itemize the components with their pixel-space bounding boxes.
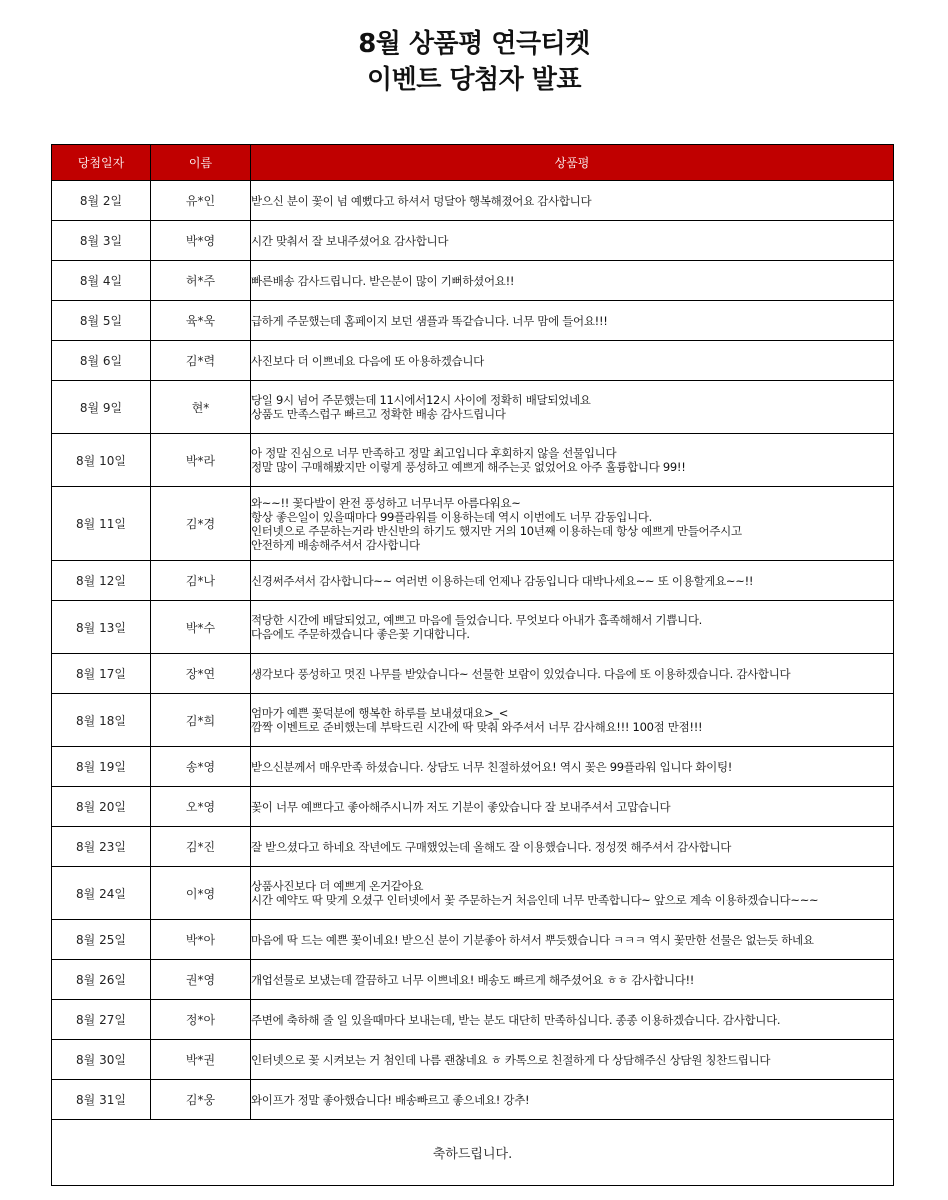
- winner-date: 8월 23일: [52, 827, 151, 867]
- review-line: 꽃이 너무 예쁘다고 좋아해주시니까 저도 기분이 좋았습니다 잘 보내주셔서 고맙습니다: [251, 799, 671, 814]
- review-line: 신경써주셔서 감사합니다~~ 여러번 이용하는데 언제나 감동입니다 대박나세요~~ 또 이용할게요~~!!: [251, 573, 754, 588]
- winner-name: 박*수: [151, 601, 251, 654]
- winner-name: 정*아: [151, 1000, 251, 1040]
- header-review: 상품평: [251, 145, 894, 181]
- winner-date: 8월 12일: [52, 561, 151, 601]
- winner-date: 8월 9일: [52, 381, 151, 434]
- winner-name: 권*영: [151, 960, 251, 1000]
- winner-name: 이*영: [151, 867, 251, 920]
- header-name: 이름: [151, 145, 251, 181]
- table-row: [52, 181, 894, 221]
- winner-review: [251, 1000, 894, 1040]
- review-line: 마음에 딱 드는 예쁜 꽃이네요! 받으신 분이 기분좋아 하셔서 뿌듯했습니다 ㅋㅋㅋ 역시 꽃만한 선물은 없는듯 하네요: [251, 932, 814, 947]
- review-line: 인터넷으로 주문하는거라 반신반의 하기도 했지만 거의 10년째 이용하는데 항상 예쁘게 만들어주시고: [251, 523, 742, 538]
- winners-table: [51, 144, 894, 1186]
- winner-date: 8월 31일: [52, 1080, 151, 1120]
- review-line: 생각보다 풍성하고 멋진 나무를 받았습니다~ 선물한 보람이 있었습니다. 다음에 또 이용하겠습니다. 감사합니다: [251, 666, 791, 681]
- winner-review: [251, 867, 894, 920]
- winner-date: 8월 24일: [52, 867, 151, 920]
- winner-review: [251, 1080, 894, 1120]
- table-row: [52, 747, 894, 787]
- winner-review: [251, 827, 894, 867]
- review-line: 빠른배송 감사드립니다. 받은분이 많이 기뻐하셨어요!!: [251, 273, 515, 288]
- review-line: 인터넷으로 꽃 시켜보는 거 첨인데 나름 괜찮네요 ㅎ 카톡으로 친절하게 다 상담해주신 상담원 칭찬드립니다: [251, 1052, 771, 1067]
- review-line: 받으신분께서 매우만족 하셨습니다. 상담도 너무 친절하셨어요! 역시 꽃은 99플라워 입니다 화이팅!: [251, 759, 733, 774]
- winner-name: 김*진: [151, 827, 251, 867]
- winner-date: 8월 17일: [52, 654, 151, 694]
- announcement-title: [0, 26, 948, 98]
- winner-name: 박*라: [151, 434, 251, 487]
- winner-date: 8월 26일: [52, 960, 151, 1000]
- table-row: [52, 381, 894, 434]
- review-line: 시간 맞춰서 잘 보내주셨어요 감사합니다: [251, 233, 449, 248]
- table-row: [52, 434, 894, 487]
- winner-date: 8월 25일: [52, 920, 151, 960]
- winner-date: 8월 10일: [52, 434, 151, 487]
- table-row: [52, 827, 894, 867]
- review-line: 주변에 축하해 줄 일 있을때마다 보내는데, 받는 분도 대단히 만족하십니다. 종종 이용하겠습니다. 감사합니다.: [251, 1012, 781, 1027]
- review-line: 다음에도 주문하겠습니다 좋은꽃 기대합니다.: [251, 627, 470, 641]
- winner-name: 박*영: [151, 221, 251, 261]
- footer-row: [52, 1120, 894, 1186]
- winner-date: 8월 19일: [52, 747, 151, 787]
- review-line: 당일 9시 넘어 주문했는데 11시에서12시 사이에 정확히 배달되었네요: [251, 393, 591, 407]
- winner-name: 허*주: [151, 261, 251, 301]
- table-row: [52, 787, 894, 827]
- winner-date: 8월 18일: [52, 694, 151, 747]
- table-row: [52, 301, 894, 341]
- winner-name: 김*경: [151, 487, 251, 561]
- winner-date: 8월 11일: [52, 487, 151, 561]
- table-row: [52, 694, 894, 747]
- winner-review: [251, 301, 894, 341]
- winner-review: [251, 381, 894, 434]
- review-line: 항상 좋은일이 있을때마다 99플라워를 이용하는데 역시 이번에도 너무 감동입니다.: [251, 509, 652, 524]
- winner-name: 박*아: [151, 920, 251, 960]
- winner-date: 8월 27일: [52, 1000, 151, 1040]
- winner-review: [251, 694, 894, 747]
- title-line-1: 8월 상품평 연극티켓: [358, 29, 590, 59]
- winner-review: [251, 747, 894, 787]
- winner-date: 8월 3일: [52, 221, 151, 261]
- review-line: 깜짝 이벤트로 준비했는데 부탁드린 시간에 딱 맞춰 와주셔서 너무 감사해요!!! 100점 만점!!!: [251, 720, 703, 734]
- review-line: 개업선물로 보냈는데 깔끔하고 너무 이쁘네요! 배송도 빠르게 해주셨어요 ㅎㅎ 감사합니다!!: [251, 972, 695, 987]
- winner-name: 현*: [151, 381, 251, 434]
- review-line: 안전하게 배송해주셔서 감사합니다: [251, 537, 420, 552]
- winner-review: [251, 601, 894, 654]
- congratulations-message: 축하드립니다.: [52, 1120, 894, 1186]
- table-row: [52, 654, 894, 694]
- winner-name: 박*권: [151, 1040, 251, 1080]
- winner-name: 김*나: [151, 561, 251, 601]
- winner-review: [251, 181, 894, 221]
- review-line: 시간 예약도 딱 맞게 오셨구 인터넷에서 꽃 주문하는거 처음인데 너무 만족합니다~ 앞으로 계속 이용하겠습니다~~~: [251, 893, 819, 907]
- winner-date: 8월 4일: [52, 261, 151, 301]
- table-row: [52, 221, 894, 261]
- header-date: 당첨일자: [52, 145, 151, 181]
- winner-date: 8월 20일: [52, 787, 151, 827]
- table-row: [52, 1000, 894, 1040]
- winner-name: 김*웅: [151, 1080, 251, 1120]
- table-row: [52, 960, 894, 1000]
- review-line: 사진보다 더 이쁘네요 다음에 또 아용하겠습니다: [251, 353, 484, 368]
- review-line: 받으신 분이 꽃이 넘 예뻤다고 하셔서 덩달아 행복해졌어요 감사합니다: [251, 193, 592, 208]
- title-line-2: 이벤트 당첨자 발표: [366, 65, 582, 95]
- winner-date: 8월 13일: [52, 601, 151, 654]
- winner-name: 김*희: [151, 694, 251, 747]
- table-row: [52, 1080, 894, 1120]
- table-row: [52, 920, 894, 960]
- table-row: [52, 601, 894, 654]
- table-row: [52, 341, 894, 381]
- review-line: 엄마가 예쁜 꽃덕분에 행복한 하루를 보내셨대요>_<: [251, 706, 509, 720]
- winner-review: [251, 434, 894, 487]
- table-header-row: [52, 145, 894, 181]
- winner-review: [251, 1040, 894, 1080]
- winner-review: [251, 561, 894, 601]
- review-line: 아 정말 진심으로 너무 만족하고 정말 최고입니다 후회하지 않을 선물입니다: [251, 446, 617, 460]
- winner-date: 8월 30일: [52, 1040, 151, 1080]
- table-row: [52, 561, 894, 601]
- winner-name: 육*욱: [151, 301, 251, 341]
- winner-review: [251, 341, 894, 381]
- winner-name: 오*영: [151, 787, 251, 827]
- winner-review: [251, 487, 894, 561]
- winner-name: 유*인: [151, 181, 251, 221]
- winners-table-body: [52, 181, 894, 1120]
- winner-review: [251, 654, 894, 694]
- review-line: 와이프가 정말 좋아했습니다! 배송빠르고 좋으네요! 강추!: [251, 1092, 530, 1107]
- winner-name: 김*력: [151, 341, 251, 381]
- table-row: [52, 867, 894, 920]
- review-line: 급하게 주문했는데 홈페이지 보던 샘플과 똑같습니다. 너무 맘에 들어요!!!: [251, 313, 608, 328]
- winner-review: [251, 261, 894, 301]
- table-row: [52, 1040, 894, 1080]
- winner-date: 8월 6일: [52, 341, 151, 381]
- review-line: 정말 많이 구매해봤지만 이렇게 풍성하고 예쁘게 해주는곳 없었어요 아주 훌륭합니다 99!!: [251, 460, 686, 474]
- winner-name: 송*영: [151, 747, 251, 787]
- review-line: 잘 받으셨다고 하네요 작년에도 구매했었는데 올해도 잘 이용했습니다. 정성껏 해주셔서 감사합니다: [251, 839, 732, 854]
- review-line: 상품사진보다 더 예쁘게 온거같아요: [251, 879, 424, 893]
- winner-name: 장*연: [151, 654, 251, 694]
- winner-review: [251, 960, 894, 1000]
- table-row: [52, 261, 894, 301]
- winner-review: [251, 221, 894, 261]
- winner-review: [251, 787, 894, 827]
- winner-date: 8월 5일: [52, 301, 151, 341]
- review-line: 상품도 만족스럽구 빠르고 정확한 배송 감사드립니다: [251, 407, 506, 421]
- winner-date: 8월 2일: [52, 181, 151, 221]
- review-line: 와~~!! 꽃다발이 완전 풍성하고 너무너무 아름다워요~: [251, 495, 521, 510]
- review-line: 적당한 시간에 배달되었고, 예쁘고 마음에 들었습니다. 무엇보다 아내가 흡족해해서 기쁩니다.: [251, 613, 703, 627]
- table-row: [52, 487, 894, 561]
- winner-review: [251, 920, 894, 960]
